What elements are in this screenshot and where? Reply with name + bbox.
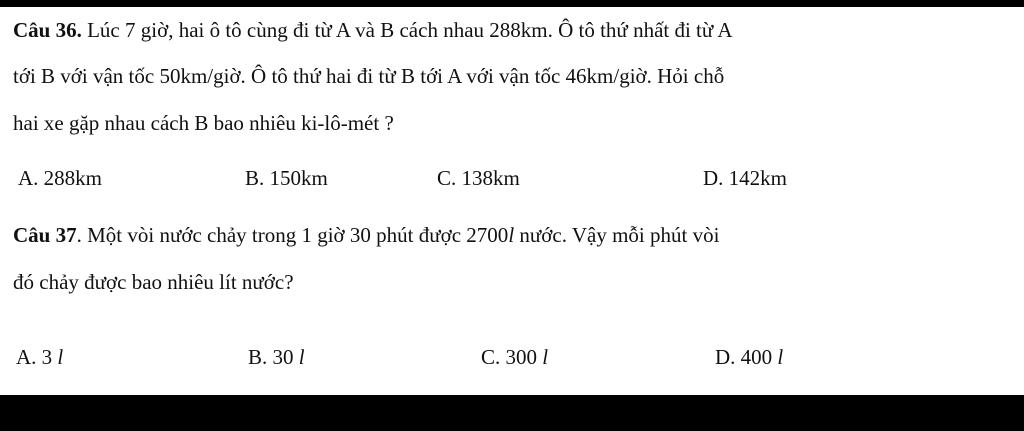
question-37-option-d[interactable]	[715, 344, 783, 370]
question-37-option-c-unit: l	[542, 345, 549, 369]
question-37-text-after: nước. Vậy mỗi phút vòi	[514, 223, 720, 247]
question-37-option-a[interactable]	[16, 344, 63, 370]
question-36-option-c[interactable]: C. 138km	[437, 166, 520, 190]
question-37-option-b[interactable]	[248, 344, 305, 370]
question-37-option-d-text: D. 400	[715, 345, 778, 369]
question-37-line-1	[13, 222, 719, 248]
question-37-option-a-unit: l	[57, 345, 64, 369]
question-36-label: Câu 36.	[13, 18, 82, 42]
question-36-line-2: tới B với vận tốc 50km/giờ. Ô tô thứ hai đi từ B tới A với vận tốc 46km/giờ. Hỏi chỗ	[13, 64, 725, 88]
question-37-line-2: đó chảy được bao nhiêu lít nước?	[13, 270, 294, 294]
question-37-label: Câu 37	[13, 223, 77, 247]
question-36-line-3: hai xe gặp nhau cách B bao nhiêu ki-lô-mét ?	[13, 111, 394, 135]
question-37-unit: l	[508, 223, 515, 247]
question-37-option-b-text: B. 30	[248, 345, 299, 369]
question-36-option-a[interactable]: A. 288km	[18, 166, 102, 190]
question-37-option-a-text: A. 3	[16, 345, 58, 369]
question-36-text-1: Lúc 7 giờ, hai ô tô cùng đi từ A và B cách nhau 288km. Ô tô thứ nhất đi từ A	[81, 18, 733, 42]
question-37-option-c[interactable]	[481, 344, 548, 370]
question-36-option-b[interactable]: B. 150km	[245, 166, 328, 190]
document-page	[0, 7, 1024, 395]
question-36-line-1	[13, 17, 733, 43]
question-37-text-before: . Một vòi nước chảy trong 1 giờ 30 phút được 2700	[76, 223, 509, 247]
question-37-option-b-unit: l	[298, 345, 305, 369]
question-37-option-d-unit: l	[777, 345, 784, 369]
question-37-option-c-text: C. 300	[481, 345, 543, 369]
question-36-option-d[interactable]: D. 142km	[703, 166, 787, 190]
